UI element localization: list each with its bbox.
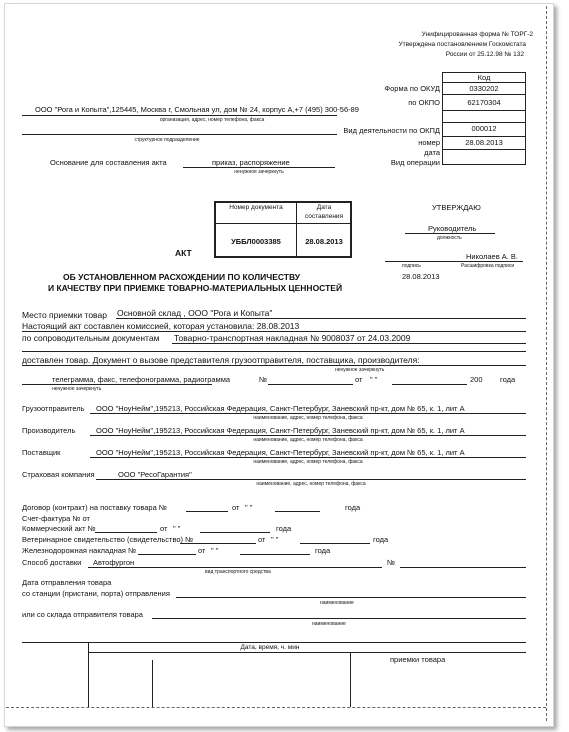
org-name: ООО "Рога и Копыта",125445, Москва г, Смольная ул, дом № 24, корпус А,+7 (495) 300-56-89 xyxy=(35,105,359,114)
telegram-date-line xyxy=(392,384,467,385)
commission-text: Настоящий акт составлен комиссией, которая установила: 28.08.2013 xyxy=(22,321,300,331)
okdp-label: Вид деятельности по ОКПД xyxy=(343,126,440,135)
rail-date-line xyxy=(240,554,310,555)
page-break-horizontal xyxy=(6,707,546,708)
commercial-text: Коммерческий акт № xyxy=(22,524,96,533)
basis-value: приказ, распоряжение xyxy=(212,158,290,167)
from-warehouse-line xyxy=(152,618,526,619)
datetime-header: Дата, время, ч. мин xyxy=(240,644,300,651)
telegram-ot: от xyxy=(355,375,363,384)
org-caption: организация, адрес, номер телефона, факса xyxy=(159,117,265,123)
contract-text: Договор (контракт) на поставку товара № xyxy=(22,503,167,512)
approve-signature-line xyxy=(385,261,523,262)
approve-signature-caption: подпись xyxy=(402,263,421,269)
insurer-label: Страховая компания xyxy=(22,470,95,479)
supplier-value: ООО "НоуНейм",195213, Российская Федерация, Санкт-Петербург, Заневский пр-кт, дом № 65, к. 1, лит А xyxy=(96,448,465,457)
insurer-line xyxy=(96,479,526,480)
delivery-method-value: Автофургон xyxy=(93,558,135,567)
delivery-no: № xyxy=(387,558,396,567)
header-date-line: России от 25.12.98 № 132 xyxy=(445,51,524,58)
data-label: дата xyxy=(424,148,440,157)
producer-line xyxy=(90,435,526,436)
approve-date: 28.08.2013 xyxy=(402,272,440,281)
shipper-label: Грузоотправитель xyxy=(22,404,85,413)
insurer-caption: наименование, адрес, номер телефона, факса xyxy=(256,481,366,487)
contract-date-line xyxy=(275,511,320,512)
supplier-label: Поставщик xyxy=(22,448,61,457)
telegram-year: 200 xyxy=(470,375,483,384)
invoice-text: Счет-фактура № от xyxy=(22,514,90,523)
vet-goda: года xyxy=(373,535,389,544)
blank-line-1 xyxy=(22,351,526,352)
approve-name: Николаев А. В. xyxy=(466,252,519,261)
from-station-caption: наименование xyxy=(320,600,354,606)
basis-label: Основание для составления акта xyxy=(50,158,167,167)
page-break-vertical xyxy=(546,6,547,721)
codes-date-value: 28.08.2013 xyxy=(465,138,503,147)
contract-ot: от xyxy=(232,503,240,512)
shipper-line xyxy=(90,413,526,414)
shipper-value: ООО "НоуНейм",195213, Российская Федерация, Санкт-Петербург, Заневский пр-кт, дом № 65, к. 1, лит А xyxy=(96,404,465,413)
place-line xyxy=(116,318,526,319)
approve-label: УТВЕРЖДАЮ xyxy=(432,203,481,212)
telegram-goda: года xyxy=(500,375,516,384)
acceptance-header: приемки товара xyxy=(390,655,446,664)
act-title-line2: И КАЧЕСТВУ ПРИ ПРИЕМКЕ ТОВАРНО-МАТЕРИАЛЬНЫХ ЦЕННОСТЕЙ xyxy=(48,283,343,293)
vet-text: Ветеринарное свидетельство (свидетельство) № xyxy=(22,535,194,544)
doc-date-value: 28.08.2013 xyxy=(305,237,343,246)
commercial-no-line xyxy=(95,532,157,533)
delivery-no-line xyxy=(400,567,526,568)
delivery-method-label: Способ доставки xyxy=(22,558,82,567)
commercial-quotes: " " xyxy=(173,524,181,533)
commercial-date-line xyxy=(200,532,270,533)
basis-caption: ненужное зачеркнуть xyxy=(234,169,284,175)
okud-value: 0330202 xyxy=(442,82,526,95)
dispatch-date-text: Дата отправления товара xyxy=(22,578,112,587)
header-approved-line: Утверждена постановлением Госкомстата xyxy=(398,41,526,48)
telegram-line xyxy=(22,384,212,385)
supplier-caption: наименование, адрес, номер телефона, факса xyxy=(253,459,363,465)
commercial-goda: года xyxy=(276,524,292,533)
from-warehouse-caption: наименование xyxy=(312,621,346,627)
telegram-no: № xyxy=(259,375,268,384)
contract-no-line xyxy=(186,511,228,512)
bottom-table-sub xyxy=(88,652,526,653)
delivery-method-line xyxy=(88,567,382,568)
delivered-text: доставлен товар. Документ о вызове представителя грузоотправителя, поставщика, производителя: xyxy=(22,355,420,365)
shipper-caption: наименование, адрес, номер телефона, факса xyxy=(253,415,363,421)
vet-quotes: " " xyxy=(271,535,279,544)
commission-line xyxy=(22,331,526,332)
telegram-no-line xyxy=(268,384,353,385)
bottom-table-col3 xyxy=(350,652,351,707)
place-value: Основной склад , ООО "Рога и Копыта" xyxy=(117,308,273,318)
doc-num-value: УББЛ0003385 xyxy=(231,237,281,246)
delivered-caption: ненужное зачеркнуть xyxy=(335,367,385,373)
number-date-divider xyxy=(442,136,526,137)
okpo-value: 62170304 xyxy=(442,94,526,111)
rail-quotes: " " xyxy=(211,546,219,555)
nomer-label: номер xyxy=(418,138,440,147)
vet-date-line xyxy=(300,543,370,544)
doc-date-header: Дата составления xyxy=(304,204,344,220)
producer-value: ООО "НоуНейм",195213, Российская Федерация, Санкт-Петербург, Заневский пр-кт, дом № 65, к. 1, лит А xyxy=(96,426,465,435)
transport-caption: вид транспортного средства xyxy=(205,569,271,575)
insurer-value: ООО "РесоГарантия" xyxy=(118,470,192,479)
doc-num-header: Номер документа xyxy=(229,204,283,211)
telegram-quotes: " " xyxy=(370,375,378,384)
doc-table-col-divider xyxy=(296,201,297,258)
approve-position-line xyxy=(405,233,495,234)
doc-table-row-divider xyxy=(214,223,352,224)
vet-ot: от xyxy=(258,535,266,544)
approve-position-caption: должность xyxy=(437,235,462,241)
act-title-line1: ОБ УСТАНОВЛЕННОМ РАСХОЖДЕНИИ ПО КОЛИЧЕСТВУ xyxy=(63,272,301,282)
place-label: Место приемки товар xyxy=(22,310,107,320)
rail-text: Железнодорожная накладная № xyxy=(22,546,137,555)
accomp-label: по сопроводительным документам xyxy=(22,333,160,343)
okpo-label: по ОКПО xyxy=(408,98,440,107)
from-station-line xyxy=(176,597,526,598)
commercial-ot: от xyxy=(160,524,168,533)
rail-goda: года xyxy=(315,546,331,555)
rail-no-line xyxy=(138,554,196,555)
code-header: Код xyxy=(442,72,526,83)
rail-ot: от xyxy=(198,546,206,555)
operation-label: Вид операции xyxy=(390,158,440,167)
header-form-line: Унифицированная форма № ТОРГ-2 xyxy=(421,31,533,38)
okud-label: Форма по ОКУД xyxy=(384,84,440,93)
org-line xyxy=(22,115,337,116)
delivered-line xyxy=(22,365,526,366)
bottom-table-col2 xyxy=(152,660,153,707)
bottom-table-col1 xyxy=(88,642,89,707)
telegram-caption: ненужное зачеркнуть xyxy=(52,386,102,392)
supplier-line xyxy=(90,457,526,458)
division-caption: структурное подразделение xyxy=(134,137,200,143)
accomp-value: Товарно-транспортная накладная № 9008037 от 24.03.2009 xyxy=(174,333,411,343)
codes-number-value: 000012 xyxy=(471,124,497,133)
producer-caption: наименование, адрес, номер телефона, факса xyxy=(253,437,363,443)
approve-head: Руководитель xyxy=(428,224,477,233)
from-warehouse-text: или со склада отправителя товара xyxy=(22,610,143,619)
producer-label: Производитель xyxy=(22,426,76,435)
contract-quotes: " " xyxy=(245,503,253,512)
vet-no-line xyxy=(180,543,256,544)
basis-line xyxy=(183,167,335,168)
approve-decode-caption: Расшифровка подписи xyxy=(461,263,515,269)
contract-goda: года xyxy=(345,503,361,512)
accomp-line xyxy=(172,343,526,344)
division-line xyxy=(22,134,337,135)
operation-value xyxy=(442,149,526,165)
from-station-text: со станции (пристани, порта) отправления xyxy=(22,589,170,598)
telegram-text: телеграмма, факс, телефонограмма, радиограмма xyxy=(52,375,231,384)
bottom-table-top xyxy=(22,642,526,643)
act-label: АКТ xyxy=(175,248,192,258)
